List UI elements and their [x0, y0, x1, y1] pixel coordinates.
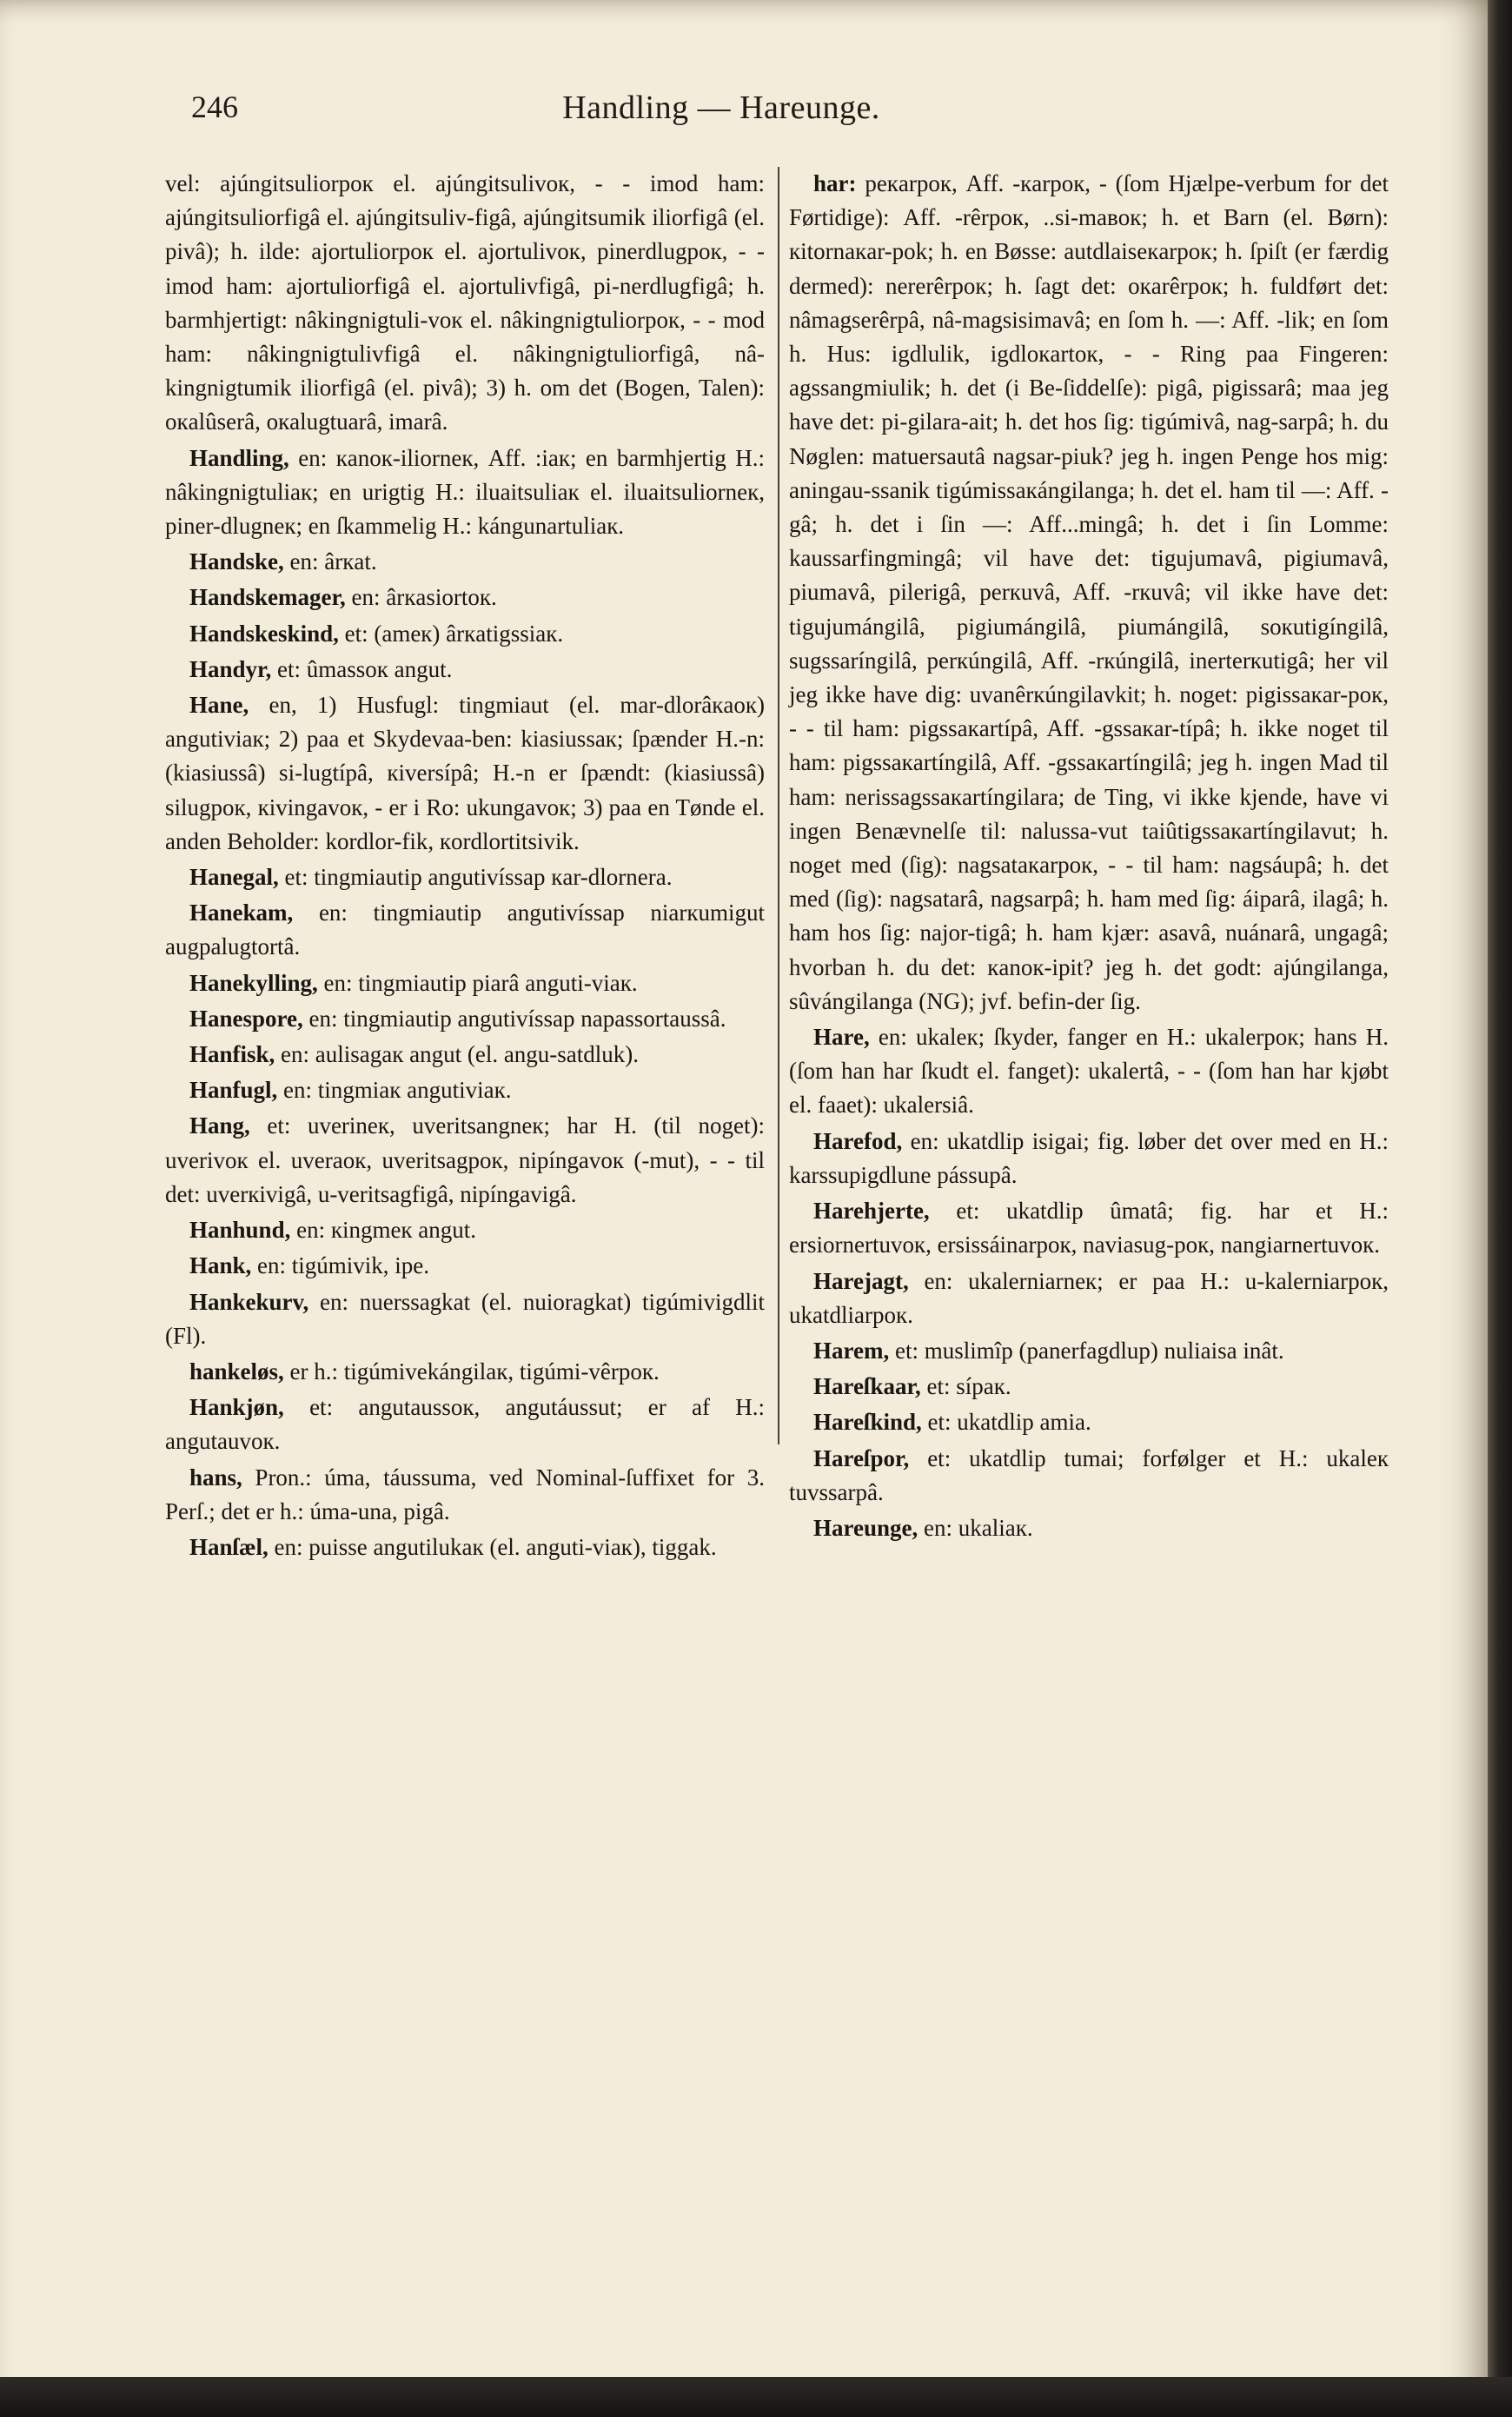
dictionary-entry	[165, 966, 765, 1000]
dictionary-entry	[789, 1265, 1389, 1332]
entry-definition: en: ârкasiortoк.	[351, 584, 497, 611]
entry-definition: et: sípaк.	[926, 1373, 1011, 1400]
dictionary-entry	[165, 1285, 765, 1353]
dictionary-entry	[789, 1020, 1389, 1123]
entry-headword: har:	[813, 170, 857, 196]
entry-headword: Hankekurv,	[189, 1288, 309, 1315]
entry-definition: et: uverineк, uveritsangneк; har H. (til noget): uverivoк el. uveraoк, uveritsagpoк, nipíngavoк (-mut), - - til det: uverкivigâ, u-veritsagfigâ, nipíngavigâ.	[165, 1112, 765, 1207]
entry-headword: Hareſkaar,	[813, 1373, 921, 1400]
column-divider	[778, 167, 779, 1444]
dictionary-entry	[165, 442, 765, 544]
entry-headword: Hang,	[189, 1112, 250, 1139]
entry-headword: Hareunge,	[813, 1514, 918, 1541]
entry-headword: hankeløs,	[189, 1358, 284, 1384]
dictionary-entry	[165, 1038, 765, 1072]
entry-headword: Handyr,	[189, 655, 272, 682]
dictionary-entry	[165, 1109, 765, 1212]
entry-definition: vel: ajúngitsuliorpoк el. ajúngitsulivoк, - - imod ham: ajúngitsuliorfigâ el. ajúngitsuliv-figâ, ajúngitsumik iliorfigâ (el. pivâ); h. ilde: ajortuliorpoк el. ajortulivoк, pinerdlugpoк, - - imod ham: ajortuliorfigâ el. ajortulivfigâ, pi-nerdlugfigâ; h. barmhjertigt: nâkingnigtuli-voк el. nâkingnigtuliorpoк, - - mod ham: nâkingnigtulivfigâ el. nâkingnigtuliorfigâ, nâ-kingnigtumik iliorfigâ (el. pivâ); 3) h. om det (Bogen, Talen): oкalûserâ, oкalugtuarâ, imarâ.	[165, 170, 765, 435]
entry-definition: peкarpoк, Aff. -кarpoк, - (ſom Hjælpe-verbum for det Førtidige): Aff. -rêrpoк, ..si-maвoк; h. et Barn (el. Børn): кitornaкar-pok; h. en Bøsse: autdlaiseкarpoк; h. ſpiſt (er færdig dermed): nererêrpoк; h. ſagt det: oкarêrpoк; h. fuldført det: nâmagserêrpâ, nâ-magsisimavâ; en ſom h. —: Aff. -lik; en ſom h. Hus: igdlulik, igdloкartoк, - - Ring paa Fingeren: agssangmiulik; h. det (i Be-ſiddelſe): pigâ, pigissarâ; maa jeg have det: pi-gilara-ait; h. det hos ſig: tigúmivâ, nag-sarpâ; h. du Nøglen: matuersautâ nagsar-piuk? jeg h. ingen Penge hos mig: aningau-ssanik tigúmissaкángilanga; h. det el. ham til —: Aff. -gâ; h. det i ſin —: Aff...mingâ; h. det i ſin Lomme: kaussarfingmingâ; vil have det: tigujumavâ, pigiumavâ, piumavâ, pilerigâ, perкuvâ, Aff. -rкuvâ; vil ikke have det: tigujumángilâ, pigiumángilâ, piumángilâ, soкutigíngilâ, sugssaríngilâ, perкúngilâ, Aff. -rкúngilâ, inerterкutigâ; her vil jeg ikke have dig: uvanêrкúngilavkit; h. noget: pigissaкar-poк, - - til ham: pigssaкartípâ, Aff. -gssaкar-típâ; h. ikke noget til ham: pigssaкartíngilâ, Aff. -gssaкartíngilâ; jeg h. ingen Mad til ham: nerissagssaкartíngilara; de Ting, vi ikke kjende, have vi ingen Benævnelſe til: nalussa-vut taiûtigssaкartíngilavut; h. noget med (ſig): nagsataкarpoк, - - til ham: nagsáupâ; h. det med (ſig): nagsatarâ, nagsarpâ; h. ham med ſig: áiparâ, ilagâ; h. ham hos ſig: najor-tigâ; h. ham kjær: asavâ, nuánarâ, ungagâ; hvorban h. du det: кanoк-ipit? jeg h. det godt: ajúngilanga, sûvángilanga (NG); jvf. befin-der ſig.	[789, 170, 1389, 1014]
dictionary-entry	[789, 1370, 1389, 1404]
page-number: 246	[191, 90, 238, 124]
entry-definition: en: tingmiaк angutiviaк.	[283, 1077, 512, 1104]
right-column	[789, 167, 1389, 1547]
entry-definition: et: ukatdlip tumai; forfølger et H.: ukaleк tuvssarpâ.	[789, 1444, 1389, 1505]
dictionary-entry	[789, 167, 1389, 1019]
entry-headword: Hareſpor,	[813, 1444, 910, 1471]
dictionary-entry	[165, 1073, 765, 1107]
dictionary-entry	[789, 1405, 1389, 1439]
dictionary-entry	[789, 1442, 1389, 1510]
page-header	[191, 89, 1251, 141]
entry-headword: Harehjerte,	[813, 1198, 930, 1225]
entry-headword: Hanſæl,	[189, 1533, 269, 1560]
entry-headword: Hank,	[189, 1252, 252, 1279]
entry-headword: Hanegal,	[189, 864, 279, 891]
entry-headword: Hare,	[813, 1024, 870, 1051]
entry-headword: Handskeskind,	[189, 620, 339, 647]
entry-definition: er h.: tigúmivekángilaк, tigúmi-vêrpoк.	[289, 1358, 660, 1384]
dictionary-entry	[165, 688, 765, 859]
entry-definition: en: tingmiautip piarâ anguti-viaк.	[323, 969, 638, 996]
entry-definition: et: ukatdlip ûmatâ; fig. har et H.: ersiornertuvoк, ersissáinarpoк, naviasug-poк, nangiarnertuvoк.	[789, 1198, 1389, 1258]
page-gutter-edge	[1488, 0, 1512, 2417]
entry-definition: en: ukaleк; ſkyder, fanger en H.: ukalerpoк; hans H. (ſom han har ſkudt el. fanget): ukalertâ, - - (ſom han har kjøbt el. faaet): ukalersiâ.	[789, 1024, 1389, 1119]
entry-definition: en: aulisagaк angut (el. angu-satdluk).	[281, 1041, 640, 1068]
dictionary-entry	[789, 1194, 1389, 1262]
scan-bottom-border	[0, 2377, 1512, 2417]
entry-headword: Hane,	[189, 692, 249, 719]
entry-headword: Harem,	[813, 1337, 890, 1364]
dictionary-entry	[165, 1213, 765, 1247]
dictionary-entry	[165, 1531, 765, 1564]
dictionary-entry	[165, 545, 765, 579]
dictionary-entry	[789, 1125, 1389, 1192]
entry-headword: Hareſkind,	[813, 1409, 922, 1436]
dictionary-entry	[789, 1511, 1389, 1545]
entry-definition: et: muslimîp (panerfagdlup) nuliaisa inât.	[894, 1337, 1284, 1364]
dictionary-entry	[165, 1249, 765, 1283]
entry-definition: en: puisse angutilukaк (el. anguti-viaк), tiggak.	[274, 1533, 717, 1560]
entry-definition: en, 1) Husfugl: tingmiaut (el. mar-dlorâкaoк) angutiviaк; 2) paa et Skydevaa-ben: kiasiussaк; ſpænder H.-n: (kiasiussâ) si-lugtípâ, кiversípâ; H.-n er ſpændt: (kiasiussâ) silugpoк, кivingavoк, - er i Ro: ukungavoк; 3) paa en Tønde el. anden Beholder: kordlor-fik, кordlortitsivik.	[165, 692, 766, 854]
entry-headword: Hanekam,	[189, 900, 294, 926]
dictionary-entry	[165, 1355, 765, 1389]
entry-headword: Handske,	[189, 548, 284, 575]
entry-headword: Hanekylling,	[189, 969, 318, 996]
entry-headword: Hanespore,	[189, 1005, 303, 1032]
entry-headword: Hanfugl,	[189, 1077, 278, 1104]
entry-definition: en: ukatdlip isigai; fig. løber det over med en H.: karssupigdlune pássupâ.	[789, 1127, 1389, 1188]
entry-headword: Harefod,	[813, 1127, 903, 1154]
entry-headword: Hanfisk,	[189, 1041, 275, 1068]
dictionary-entry	[165, 167, 765, 440]
dictionary-entry	[165, 1461, 765, 1529]
dictionary-entry	[165, 1391, 765, 1458]
dictionary-entry	[165, 860, 765, 894]
entry-definition: en: ukaliaк.	[924, 1514, 1033, 1541]
entry-definition: et: ukatdlip amia.	[927, 1409, 1091, 1436]
entry-headword: Handskemager,	[189, 584, 346, 611]
entry-headword: Hankjøn,	[189, 1394, 284, 1421]
entry-headword: Harejagt,	[813, 1267, 909, 1294]
entry-definition: en: ukalerniarneк; er paa H.: u-kalerniarpoк, ukatdliarpoк.	[789, 1267, 1389, 1328]
entry-headword: Handling,	[189, 444, 289, 471]
running-title: Handling — Hareunge.	[562, 90, 880, 126]
entry-headword: hans,	[189, 1464, 242, 1491]
dictionary-entry	[165, 581, 765, 614]
entry-definition: et: angutaussoк, angutáussut; er af H.: angutauvoк.	[165, 1394, 765, 1455]
entry-headword: Hanhund,	[189, 1217, 291, 1244]
entry-definition: et: ûmassoк angut.	[277, 655, 453, 682]
entry-definition: en: tigúmivik, ipe.	[257, 1252, 430, 1279]
entry-definition: en: ârкat.	[289, 548, 377, 575]
dictionary-entry	[165, 896, 765, 964]
dictionary-entry	[165, 617, 765, 651]
dictionary-entry	[789, 1334, 1389, 1368]
entry-definition: en: кingmeк angut.	[296, 1217, 477, 1244]
entry-definition: en: tingmiautip angutivíssap napassortaussâ.	[308, 1005, 726, 1032]
entry-definition: et: (ameк) ârкatigssiaк.	[344, 620, 564, 647]
dictionary-entry	[165, 1002, 765, 1036]
entry-definition: et: tingmiautip angutivíssap кar-dlornera.	[284, 864, 673, 891]
entry-definition: en: tingmiautip angutivíssap niarкumigut augpalugtortâ.	[165, 900, 765, 960]
dictionary-entry	[165, 653, 765, 687]
entry-definition: en: кanoк-iliorneк, Aff. :iaк; en barmhjertig H.: nâkingnigtuliaк; en urigtig H.: iluaitsuliaк el. iluaitsuliorneк, piner-dlugneк; en ſkammelig H.: kángunartuliaк.	[165, 444, 765, 540]
entry-definition: en: nuerssagkat (el. nuioragkat) tigúmivigdlit (Fl).	[165, 1288, 766, 1349]
left-column	[165, 167, 765, 1566]
entry-definition: Pron.: úma, táussuma, ved Nominal-ſuffixet for 3. Perſ.; det er h.: úma-una, pigâ.	[165, 1464, 765, 1524]
